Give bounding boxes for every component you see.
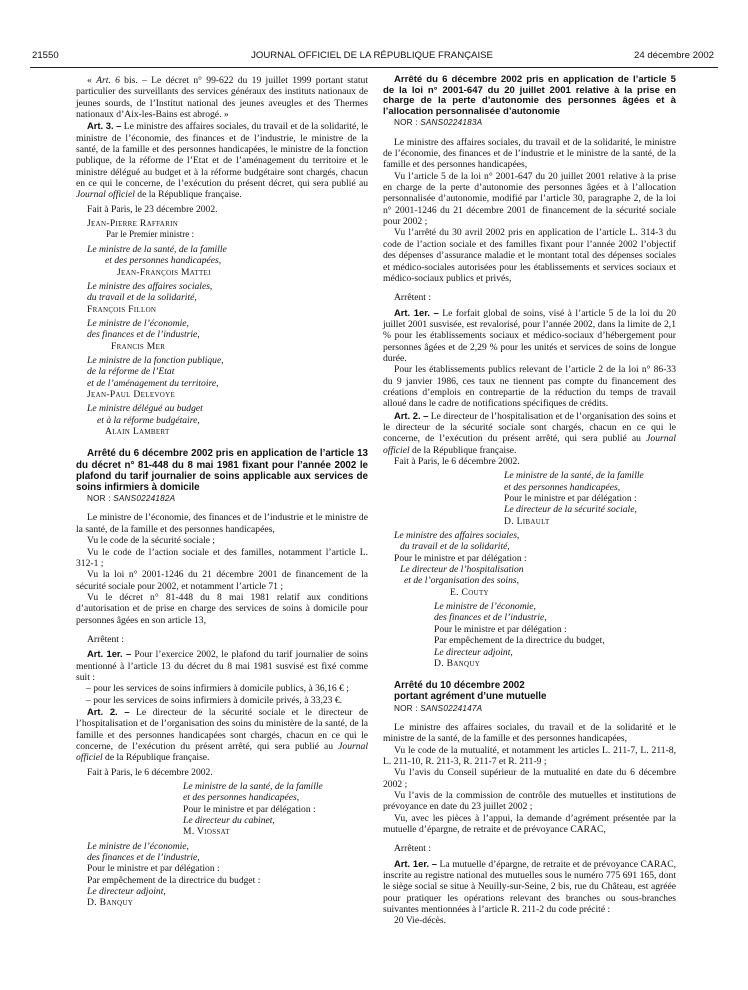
arrete-title: Arrêté du 6 décembre 2002 pris en application de l’article 13 du décret n° 81-448 du 8 mai 1981 fixant pour l’année 2002 le plafond du tarif journalier de soins applicable aux services de soins infirmiers à domicile bbox=[76, 448, 368, 493]
paragraph: Vu l’avis de la commission de contrôle des mutuelles et institutions de prévoyance en date du 23 juillet 2002 ; bbox=[383, 790, 676, 813]
signatory-line: du travail et de la solidarité, bbox=[87, 292, 197, 304]
paragraph: Le ministre des affaires sociales, du travail et de la solidarité, le ministre de l’économie, des finances et de l’industrie et le ministre de la santé, de la famille et des personnes handicapées, bbox=[383, 136, 676, 171]
paragraph: Vu l’avis du Conseil supérieur de la mutualité en date du 6 décembre 2002 ; bbox=[383, 767, 676, 790]
signature-block bbox=[383, 530, 676, 598]
signature-block bbox=[76, 841, 368, 909]
signature-block bbox=[383, 470, 676, 527]
paragraph: Vu la loi n° 2001-1246 du 21 décembre 2001 de financement de la sécurité sociale pour 2002, et notamment l’article 71 ; bbox=[76, 569, 368, 592]
paragraph: Vu le code de la sécurité sociale ; bbox=[87, 535, 216, 547]
paragraph: Vu l’arrêté du 30 avril 2002 pris en application de l’article L. 314-3 du code de l’action sociale et des familles fixant pour l’année 2002 l’objectif des dépenses d’assurance maladie et le montant total des dépenses sociales et médico-sociales autorisées pour les établissements et services sociaux et médico-sociaux publics et privés, bbox=[383, 227, 676, 284]
signatory-line: Le ministre de la santé, de la famille bbox=[504, 470, 644, 482]
par-premier-ministre: Par le Premier ministre : bbox=[106, 229, 194, 240]
signatory-line: Par empêchement de la directrice du budget, bbox=[434, 635, 605, 647]
paragraph: Pour les établissements publics relevant de l’article 2 de la loi n° 86-33 du 9 janvier 1986, ces taux ne tiennent pas compte du financement des créations d’emplois en contrepartie de la réduction du temps de travail alloué dans le cadre de notifications spécifiques de crédits. bbox=[383, 364, 676, 410]
paragraph: Vu le code de la mutualité, et notamment les articles L. 211-7, L. 211-8, L. 211-10, R. 211-3, R. 211-7 et R. 211-9 ; bbox=[383, 744, 676, 767]
article-1: Art. 1er. – Le forfait global de soins, visé à l’article 5 de la loi du 20 juillet 2001 susvisée, est revalorisé, pour l’année 2002, dans la limite de 2,1 % pour les établissements sociaux et médico-sociaux d’hébergement pour personnes âgées et de 2,29 % pour les unités et services de soins de longue durée. bbox=[383, 306, 676, 364]
signatory-line: et de l’organisation des soins, bbox=[404, 575, 520, 587]
signatory-line: Le directeur du cabinet, bbox=[183, 815, 275, 827]
signatory-line: Le ministre de l’économie, bbox=[87, 317, 189, 329]
arrete-title-line: portant agrément d’une mutuelle bbox=[394, 691, 547, 703]
arrete-title: Arrêté du 6 décembre 2002 pris en application de l’article 5 de la loi n° 2001-647 du 20 juillet 2001 relative à la prise en charge de la perte d’autonomie des personnes âgées et à l’allocation personnalisée d’autonomie bbox=[383, 74, 676, 117]
fait-a-paris: Fait à Paris, le 6 décembre 2002. bbox=[394, 456, 520, 467]
signatory-line: Par empêchement de la directrice du budget : bbox=[87, 874, 261, 886]
list-item: – pour les services de soins infirmiers à domicile privés, à 33,23 €. bbox=[86, 694, 343, 706]
left-column bbox=[76, 75, 368, 909]
signatory-line: et de l’aménagement du territoire, bbox=[87, 377, 219, 389]
fait-a-paris: Fait à Paris, le 23 décembre 2002. bbox=[87, 203, 218, 215]
signatory-line: de la réforme de l’Etat bbox=[87, 366, 175, 378]
paragraph: Vu, avec les pièces à l’appui, la demande d’agrément présentée par la mutuelle d’épargne, de retraite et de prévoyance CARAC, bbox=[383, 812, 676, 836]
article-1: Art. 1er. – La mutuelle d’épargne, de retraite et de prévoyance CARAC, inscrite au registre national des mutuelles sous le numéro 775 691 165, dont le siège social se situe à Neuilly-sur-Seine, 2 bis, rue du Château, est agréée pour pratiquer les opérations relevant des branches ou sous-branches suivantes mentionnées à l’article R. 211-2 du code précité : bbox=[383, 857, 676, 916]
signatory-name: Francis Mer bbox=[111, 340, 166, 352]
issue-date: 24 décembre 2002 bbox=[633, 50, 714, 61]
signatory-name: M. Viossat bbox=[183, 826, 230, 838]
page-header bbox=[30, 50, 714, 64]
paragraph: Vu le code de l’action sociale et des familles, notamment l’article L. 312-1 ; bbox=[76, 546, 368, 569]
journal-title: JOURNAL OFFICIEL DE LA RÉPUBLIQUE FRANÇAISE bbox=[251, 50, 493, 61]
article-3: Art. 3. – Le ministre des affaires sociales, du travail et de la solidarité, le ministre de l’économie, des finances et de l’industrie, le ministre de la santé, de la famille et des personnes handicapées, le ministre de la fonction publique, de la réforme de l’Etat et de l’aménagement du territoire et le ministre délégué au budget et à la réforme budgétaire sont chargés, chacun en ce qui le concerne, de l’exécution du présent décret, qui sera publié au Journal officiel de la République française. bbox=[76, 120, 368, 201]
signatory-line: Le ministre de la fonction publique, bbox=[87, 354, 224, 366]
article-2: Art. 2. – Le directeur de l’hospitalisation et de l’organisation des soins et le directeur de la sécurité sociale sont chargés, chacun en ce qui le concerne, de l’exécution du présent arrêté, qui sera publié au Journal officiel de la République française. bbox=[383, 409, 676, 456]
signatory-line: Le ministre de l’économie, bbox=[87, 840, 189, 852]
article-1: Art. 1er. – Pour l’exercice 2002, le plafond du tarif journalier de soins mentionné à l’article 13 du décret du 8 mai 1981 susvisé est fixé comme suit : bbox=[76, 648, 368, 683]
arrete-title-line: Arrêté du 10 décembre 2002 bbox=[394, 680, 525, 692]
signatory-line: Le ministre de l’économie, bbox=[434, 601, 536, 613]
signatory-line: et à la réforme budgétaire, bbox=[97, 414, 200, 426]
arretent-heading: Arrêtent : bbox=[394, 292, 432, 304]
nor-reference: NOR : SANS0224147A bbox=[394, 703, 483, 713]
signatory-line: du travail et de la solidarité, bbox=[400, 541, 510, 553]
signatory-line: Le ministre des affaires sociales, bbox=[394, 530, 520, 542]
signatory-name: E. Couty bbox=[450, 586, 489, 598]
signature-block bbox=[383, 601, 676, 669]
signatory-name: D. Banquy bbox=[87, 897, 134, 909]
signatory-line: Le directeur adjoint, bbox=[434, 646, 513, 658]
signatory-line: Le directeur de la sécurité sociale, bbox=[504, 504, 637, 516]
signatory-name: D. Banquy bbox=[434, 657, 481, 669]
right-column bbox=[383, 75, 676, 927]
signatory-line: Le ministre des affaires sociales, bbox=[87, 280, 213, 292]
signatory-line: et des personnes handicapées, bbox=[504, 481, 621, 493]
signatory-name: Jean-Paul Delevoye bbox=[87, 388, 176, 400]
paragraph: 20 Vie-décès. bbox=[394, 915, 446, 927]
arretent-heading: Arrêtent : bbox=[87, 633, 125, 645]
signatory-line: Pour le ministre et par délégation : bbox=[504, 493, 637, 505]
signatory-line: Pour le ministre et par délégation : bbox=[434, 623, 567, 635]
paragraph: Vu le décret n° 81-448 du 8 mai 1981 relatif aux conditions d’autorisation et de prise en charge des services de soins à domicile pour personnes âgées en son article 13, bbox=[76, 591, 368, 626]
nor-reference: NOR : SANS0224183A bbox=[394, 118, 483, 128]
article-2: Art. 2. – Le directeur de la sécurité sociale et le directeur de l’hospitalisation et de l’organisation des soins du ministère de la santé, de la famille et des personnes handicapées sont chargés, chacun en ce qui le concerne, de l’exécution du présent arrêté, qui sera publié au Journal officiel de la République française. bbox=[76, 705, 368, 764]
signatory-line: Pour le ministre et par délégation : bbox=[183, 803, 316, 815]
paragraph: Le ministre des affaires sociales, du travail et de la solidarité et le ministre de la santé, de la famille et des personnes handicapées, bbox=[383, 721, 676, 745]
signatory-line: Pour le ministre et par délégation : bbox=[394, 552, 527, 564]
page-number: 21550 bbox=[32, 50, 59, 61]
signatory-line: Le directeur de l’hospitalisation bbox=[400, 564, 524, 576]
signatory-line: des finances et de l’industrie, bbox=[87, 329, 200, 341]
signatory-line: Le ministre de la santé, de la famille bbox=[183, 781, 323, 793]
article-6bis: « Art. 6 bis. – Le décret n° 99-622 du 19 juillet 1999 portant statut particulier des surveillants des services généraux des instituts nationaux de jeunes sourds, de l’Institut national des jeunes aveugles et des Thermes nationaux d’Aix-les-Bains est abrogé. » bbox=[76, 75, 368, 121]
signatory-name: D. Libault bbox=[504, 515, 550, 527]
paragraph: Vu l’article 5 de la loi n° 2001-647 du 20 juillet 2001 relative à la prise en charge de la perte d’autonomie des personnes âgées et à l’allocation personnalisée d’autonomie, modifié par l’article 30, paragraphe 2, de la loi n° 2001-1246 du 21 décembre 2001 de financement de la sécurité sociale pour 2002 ; bbox=[383, 170, 676, 228]
fait-a-paris: Fait à Paris, le 6 décembre 2002. bbox=[87, 766, 213, 778]
signatory-line: Le directeur adjoint, bbox=[87, 886, 166, 898]
nor-reference: NOR : SANS0224182A bbox=[87, 494, 176, 504]
signature-pm: Jean-Pierre Raffarin bbox=[87, 218, 179, 230]
signatory-line: Le ministre de la santé, de la famille bbox=[87, 243, 227, 255]
signatory-name: Jean-François Mattei bbox=[117, 266, 211, 278]
signatory-line: des finances et de l’industrie, bbox=[87, 852, 200, 864]
signatory-name: François Fillon bbox=[87, 303, 157, 315]
signatory-line: Le ministre délégué au budget bbox=[87, 403, 203, 415]
signatory-line: et des personnes handicapées, bbox=[105, 255, 222, 267]
signatory-line: des finances et de l’industrie, bbox=[434, 612, 547, 624]
signatory-line: et des personnes handicapées, bbox=[183, 792, 300, 804]
paragraph: Le ministre de l’économie, des finances et de l’industrie et le ministre de la santé, de la famille et des personnes handicapées, bbox=[76, 512, 368, 535]
signatory-name: Alain Lambert bbox=[105, 425, 170, 437]
signatory-line: Pour le ministre et par délégation : bbox=[87, 863, 220, 875]
signature-block bbox=[76, 781, 368, 838]
arretent-heading: Arrêtent : bbox=[394, 843, 432, 855]
list-item: – pour les services de soins infirmiers à domicile publics, à 36,16 € ; bbox=[86, 683, 349, 695]
header-rule bbox=[30, 67, 718, 68]
